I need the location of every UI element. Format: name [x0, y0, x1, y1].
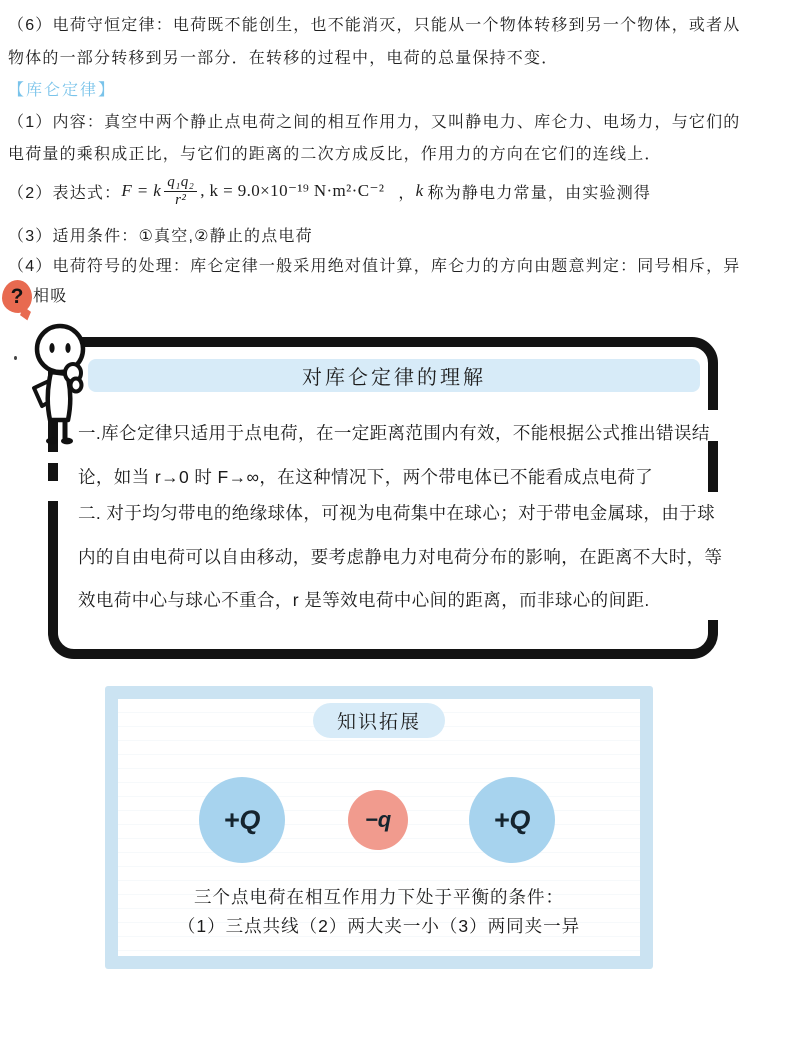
formula-note: 称为静电力常量，由实验测得	[427, 184, 652, 202]
formula-note-separator: ，	[398, 184, 416, 202]
formula-f-term: F = k	[121, 181, 162, 200]
thinking-figure-illustration	[24, 322, 88, 446]
formula-denominator: r²	[175, 191, 187, 208]
intro-line-2: 物体的一部分转移到另一部分．在转移的过程中，电荷的总量保持不变．	[8, 50, 559, 67]
border-gap	[40, 481, 60, 501]
positive-charge-circle	[199, 777, 285, 863]
section-heading-coulomb-law: 【库仑定律】	[8, 82, 117, 99]
understanding-para2-line-2: 内的自由电荷可以自由移动，要考虑静电力对电荷分布的影响，在距离不大时，等	[78, 547, 723, 567]
knowledge-extension-panel	[105, 686, 653, 969]
positive-charge-circle	[469, 777, 555, 863]
question-mark-bubble	[2, 280, 32, 313]
coulomb-sign-line-2: 相吸	[33, 288, 68, 305]
coulomb-content-line-1: （1）内容：真空中两个静止点电荷之间的相互作用力，又叫静电力、库仑力、电场力，与它们的	[8, 114, 741, 131]
border-gap	[40, 452, 60, 463]
understanding-panel-title: 对库仑定律的理解	[88, 359, 700, 392]
understanding-para1-line-1: 一.库仑定律只适用于点电荷，在一定距离范围内有效，不能根据公式推出错误结	[78, 423, 710, 443]
charge-label: +Q	[223, 804, 261, 835]
charge-label: +Q	[493, 804, 531, 835]
ink-dot	[14, 356, 17, 360]
coulomb-formula-row	[8, 168, 651, 214]
formula-k-value: , k = 9.0×10⁻¹⁹ N·m²·C⁻²	[200, 181, 385, 200]
negative-charge-circle	[348, 790, 408, 850]
coulomb-conditions-line: （3）适用条件：①真空,②静止的点电荷	[8, 228, 313, 245]
understanding-para2-line-1: 二. 对于均匀带电的绝缘球体，可视为电荷集中在球心；对于带电金属球，由于球	[78, 503, 716, 523]
formula-label: （2）表达式：	[8, 184, 122, 202]
understanding-para2-line-3: 效电荷中心与球心不重合，r 是等效电荷中心间的距离，而非球心的间距.	[78, 590, 650, 610]
formula-fraction	[164, 174, 197, 208]
charge-label: −q	[364, 807, 392, 832]
question-mark-icon: ?	[10, 284, 24, 308]
equilibrium-caption-line-2: （1）三点共线（2）两大夹一小（3）两同夹一异	[177, 916, 581, 936]
formula-note-k: k	[415, 181, 424, 200]
coulomb-content-line-2: 电荷量的乘积成正比，与它们的距离的二次方成反比，作用力的方向在它们的连线上．	[8, 146, 662, 163]
equilibrium-caption-line-1: 三个点电荷在相互作用力下处于平衡的条件：	[194, 887, 564, 907]
understanding-para1-line-2: 论，如当 r→0 时 F→∞，在这种情况下，两个带电体已不能看成点电荷了	[78, 467, 654, 487]
intro-line-1: （6）电荷守恒定律：电荷既不能创生，也不能消灭，只能从一个物体转移到另一个物体，或者从	[8, 17, 741, 34]
coulomb-sign-line-1: （4）电荷符号的处理：库仑定律一般采用绝对值计算，库仑力的方向由题意判定：同号相斥，异	[8, 258, 741, 275]
formula-numerator: q₁q₂	[164, 174, 197, 192]
knowledge-extension-title: 知识拓展	[313, 703, 445, 738]
